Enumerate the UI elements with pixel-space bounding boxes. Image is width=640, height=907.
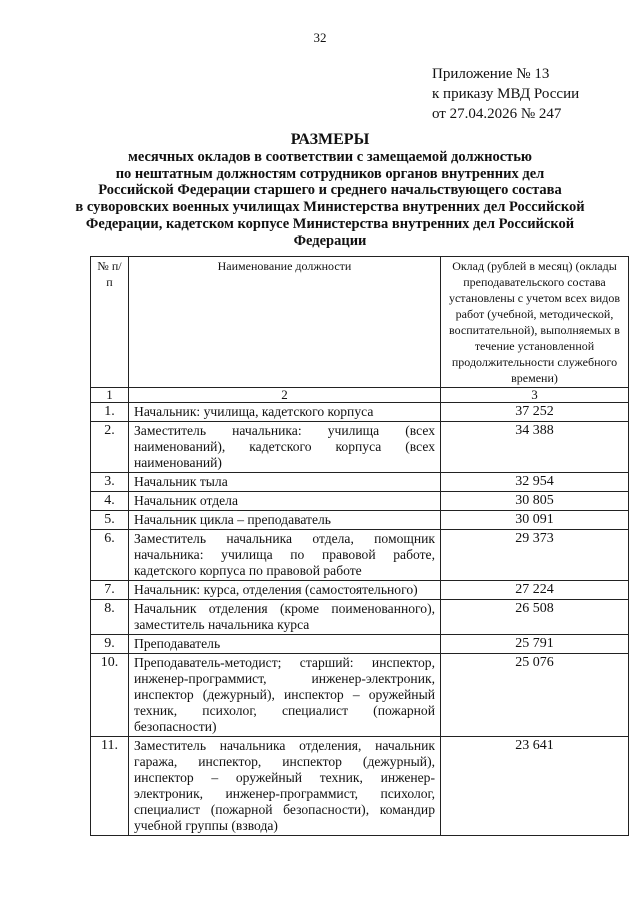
title-line: месячных окладов в соответствии с замещаемой должностью <box>127 148 533 165</box>
position-name: Заместитель начальника отделения, начальник гаража, инспектор, инспектор (дежурный), инспектор – оружейный техник, инженер-электроник, инженер-программист, психолог, специалист (пожарной безопасности), командир учебной группы (взвода) <box>129 737 441 836</box>
title-heading: РАЗМЕРЫ <box>290 131 370 148</box>
position-name: Заместитель начальника: училища (всех наименований), кадетского корпуса (всех наименований) <box>129 422 441 473</box>
position-name: Начальник тыла <box>129 473 441 492</box>
table-row <box>91 654 629 737</box>
column-number: 1 <box>91 388 129 403</box>
salary-value: 34 388 <box>441 422 629 473</box>
title-line: Федерации, кадетском корпусе Министерства внутренних дел Российской <box>85 215 575 232</box>
position-name: Начальник цикла – преподаватель <box>129 511 441 530</box>
title-line: Федерации <box>293 232 367 249</box>
table-row <box>91 473 629 492</box>
document-title <box>75 132 585 250</box>
row-number: 3. <box>91 473 129 492</box>
position-name: Начальник: курса, отделения (самостоятельного) <box>129 581 441 600</box>
column-number: 3 <box>441 388 629 403</box>
position-name: Преподаватель-методист; старший: инспектор, инженер-программист, инженер-электроник, инспектор (дежурный), инспектор – оружейный техник, психолог, специалист (пожарной безопасности) <box>129 654 441 737</box>
position-name: Заместитель начальника отдела, помощник начальника: училища по правовой работе, кадетского корпуса по правовой работе <box>129 530 441 581</box>
header-salary: Оклад (рублей в месяц) (оклады преподавательского состава установлены с учетом всех видов работ (учебной, методической, воспитательной), выполняемых в течение установленной продолжительности служебного времени) <box>441 257 629 388</box>
salary-value: 27 224 <box>441 581 629 600</box>
row-number: 8. <box>91 600 129 635</box>
row-number: 6. <box>91 530 129 581</box>
table-row <box>91 511 629 530</box>
salary-value: 25 076 <box>441 654 629 737</box>
row-number: 10. <box>91 654 129 737</box>
row-number: 1. <box>91 403 129 422</box>
column-number: 2 <box>129 388 441 403</box>
row-number: 11. <box>91 737 129 836</box>
row-number: 7. <box>91 581 129 600</box>
appendix-block <box>432 64 632 124</box>
header-number: № п/п <box>91 257 129 388</box>
row-number: 2. <box>91 422 129 473</box>
salary-value: 30 805 <box>441 492 629 511</box>
table-row <box>91 737 629 836</box>
position-name: Преподаватель <box>129 635 441 654</box>
salary-value: 30 091 <box>441 511 629 530</box>
salary-value: 29 373 <box>441 530 629 581</box>
column-number-row <box>91 388 629 403</box>
title-line: по нештатным должностям сотрудников органов внутренних дел <box>115 165 545 182</box>
table-header-row <box>91 257 629 388</box>
appendix-line-3: от 27.04.2026 № 247 <box>432 106 562 122</box>
salary-value: 37 252 <box>441 403 629 422</box>
position-name: Начальник отделения (кроме поименованного), заместитель начальника курса <box>129 600 441 635</box>
appendix-line-1: Приложение № 13 <box>432 66 550 82</box>
row-number: 9. <box>91 635 129 654</box>
appendix-line-2: к приказу МВД России <box>432 86 580 102</box>
page-number: 32 <box>313 30 327 45</box>
row-number: 5. <box>91 511 129 530</box>
table-row <box>91 635 629 654</box>
salary-value: 26 508 <box>441 600 629 635</box>
position-name: Начальник отдела <box>129 492 441 511</box>
table-row <box>91 492 629 511</box>
position-name: Начальник: училища, кадетского корпуса <box>129 403 441 422</box>
table-row <box>91 600 629 635</box>
table-row <box>91 530 629 581</box>
title-line: Российской Федерации старшего и среднего начальствующего состава <box>98 182 562 199</box>
header-position-name: Наименование должности <box>129 257 441 388</box>
salary-value: 25 791 <box>441 635 629 654</box>
title-line: в суворовских военных училищах Министерства внутренних дел Российской <box>75 199 585 216</box>
salary-table <box>90 256 629 836</box>
salary-value: 32 954 <box>441 473 629 492</box>
table-row <box>91 581 629 600</box>
table-row <box>91 403 629 422</box>
row-number: 4. <box>91 492 129 511</box>
table-row <box>91 422 629 473</box>
salary-value: 23 641 <box>441 737 629 836</box>
